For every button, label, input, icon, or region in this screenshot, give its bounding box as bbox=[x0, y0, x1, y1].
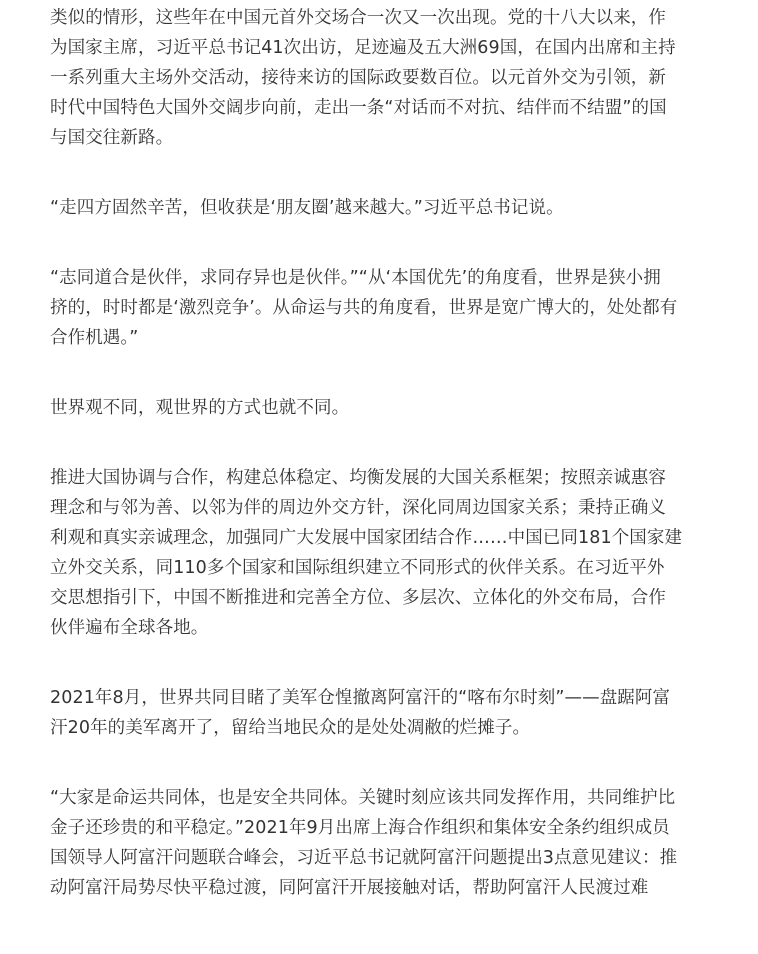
text-line: 2021年8月，世界共同目睹了美军仓惶撤离阿富汗的“喀布尔时刻”——盘踞阿富 bbox=[50, 688, 671, 708]
text-line: 挤的，时时都是‘激烈竞争’。从命运与共的角度看，世界是宽广博大的，处处都有 bbox=[50, 298, 678, 318]
paragraph-quote-partners bbox=[50, 263, 718, 353]
paragraph-spacer bbox=[50, 153, 718, 193]
text-line: 一系列重大主场外交活动，接待来访的国际政要数百位。以元首外交为引领，新 bbox=[50, 68, 666, 88]
paragraph-kabul-moment bbox=[50, 683, 718, 743]
paragraph-afghanistan-summit bbox=[50, 783, 718, 903]
paragraph-quote-friends-circle bbox=[50, 193, 718, 223]
text-line: 为国家主席，习近平总书记41次出访，足迹遍及五大洲69国，在国内出席和主持 bbox=[50, 38, 676, 58]
text-line: 汗20年的美军离开了，留给当地民众的是处处凋敝的烂摊子。 bbox=[50, 718, 531, 738]
paragraph-head-of-state-diplomacy bbox=[50, 3, 718, 153]
text-line: 立外交关系，同110多个国家和国际组织建立不同形式的伙伴关系。在习近平外 bbox=[50, 558, 665, 578]
text-line: 理念和与邻为善、以邻为伴的周边外交方针，深化同周边国家关系；秉持正确义 bbox=[50, 498, 666, 518]
paragraph-spacer bbox=[50, 353, 718, 393]
text-line: “走四方固然辛苦，但收获是‘朋友圈’越来越大。”习近平总书记说。 bbox=[50, 198, 564, 218]
paragraph-spacer bbox=[50, 423, 718, 463]
text-line: 金子还珍贵的和平稳定。”2021年9月出席上海合作组织和集体安全条约组织成员 bbox=[50, 818, 670, 838]
text-line: 利观和真实亲诚理念，加强同广大发展中国家团结合作……中国已同181个国家建 bbox=[50, 528, 683, 548]
paragraph-spacer bbox=[50, 743, 718, 783]
paragraph-spacer bbox=[50, 223, 718, 263]
text-line: 合作机遇。” bbox=[50, 328, 139, 348]
article-body bbox=[50, 0, 718, 903]
paragraph-partnership-network bbox=[50, 463, 718, 643]
text-line: 交思想指引下，中国不断推进和完善全方位、多层次、立体化的外交布局，合作 bbox=[50, 588, 666, 608]
text-line: 时代中国特色大国外交阔步向前，走出一条“对话而不对抗、结伴而不结盟”的国 bbox=[50, 98, 667, 118]
text-line: 国领导人阿富汗问题联合峰会，习近平总书记就阿富汗问题提出3点意见建议：推 bbox=[50, 848, 678, 868]
text-line: 类似的情形，这些年在中国元首外交场合一次又一次出现。党的十八大以来，作 bbox=[50, 8, 666, 28]
text-line: “大家是命运共同体，也是安全共同体。关键时刻应该共同发挥作用，共同维护比 bbox=[50, 788, 676, 808]
paragraph-worldview bbox=[50, 393, 718, 423]
paragraph-spacer bbox=[50, 643, 718, 683]
text-line: 世界观不同，观世界的方式也就不同。 bbox=[50, 398, 350, 418]
text-line: 动阿富汗局势尽快平稳过渡，同阿富汗开展接触对话，帮助阿富汗人民渡过难 bbox=[50, 878, 649, 898]
text-line: 推进大国协调与合作，构建总体稳定、均衡发展的大国关系框架；按照亲诚惠容 bbox=[50, 468, 666, 488]
text-line: 与国交往新路。 bbox=[50, 128, 174, 148]
text-line: 伙伴遍布全球各地。 bbox=[50, 618, 209, 638]
text-line: “志同道合是伙伴，求同存异也是伙伴。”“从‘本国优先’的角度看，世界是狭小拥 bbox=[50, 268, 661, 288]
